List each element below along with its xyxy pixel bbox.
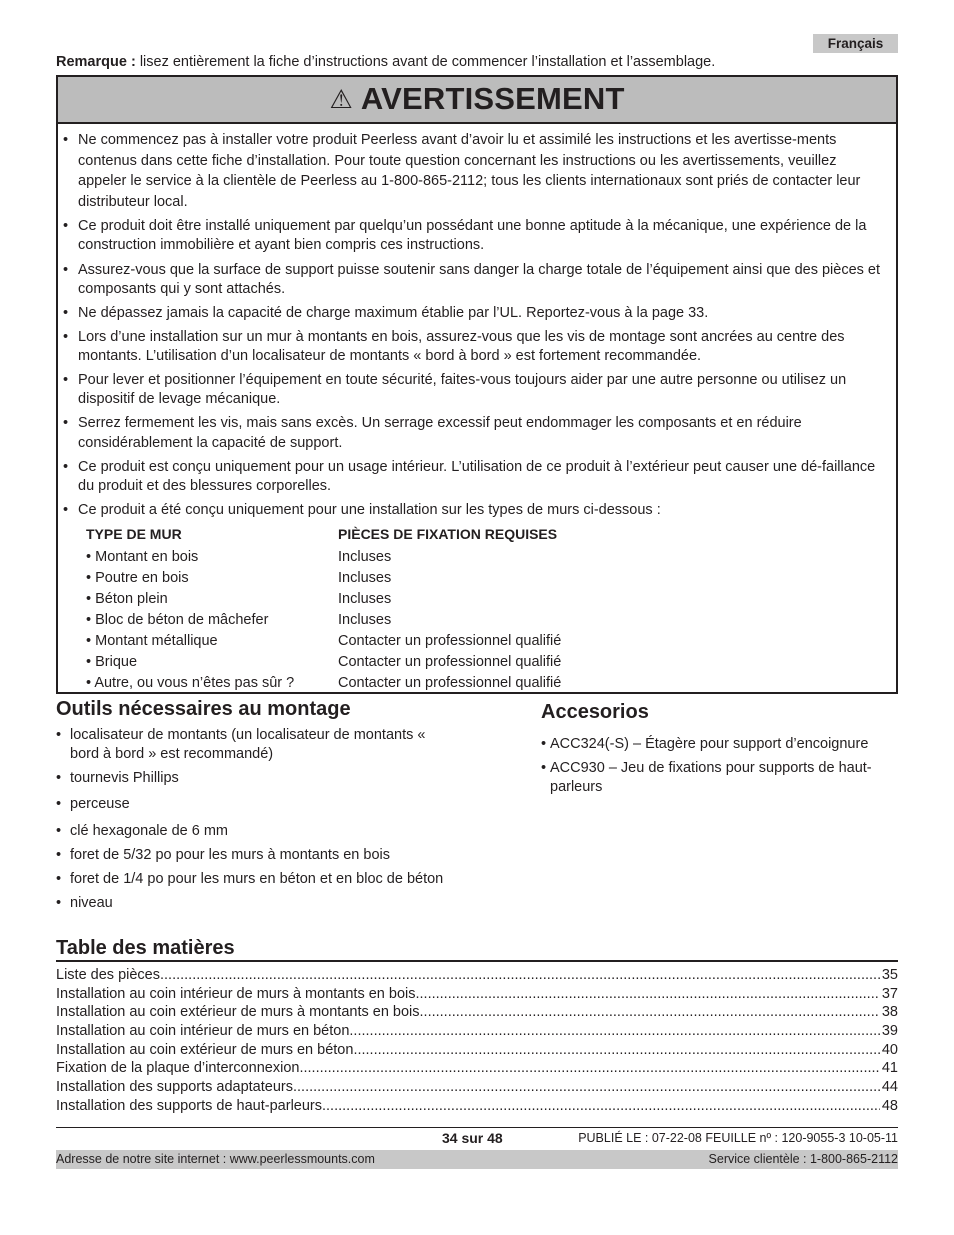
toc-entry[interactable] xyxy=(56,1097,898,1116)
hardware-header: PIÈCES DE FIXATION REQUISES xyxy=(338,526,558,543)
wall-table-row xyxy=(58,568,896,589)
hardware-cell: Incluses xyxy=(338,549,392,566)
hardware-cell: Contacter un professionnel qualifié xyxy=(338,675,562,692)
toc-entry-title: Fixation de la plaque d’interconnexion xyxy=(56,1060,300,1077)
wall-table-row xyxy=(58,547,896,568)
wall-type-cell: • Montant en bois xyxy=(86,549,199,566)
warning-list xyxy=(58,124,896,520)
wall-type: Poutre en bois xyxy=(95,570,189,587)
wall-type: Montant en bois xyxy=(95,549,199,566)
toc-entry-title: Installation des supports adaptateurs xyxy=(56,1079,293,1096)
wall-table-row xyxy=(58,610,896,631)
wall-table-row xyxy=(58,631,896,652)
warning-item: • Serrez fermement les vis, mais sans excès. Un serrage excessif peut endommager les composants et en réduire considérablement la capacité de support. xyxy=(58,414,896,452)
toc-entry[interactable] xyxy=(56,1041,898,1060)
hardware-cell: Incluses xyxy=(338,591,392,608)
warning-item: • Ne commencez pas à installer votre produit Peerless avant d’avoir lu et assimilé les instructions et les avertisse-ments contenus dans cette fiche d’installation. Pour toute question concernant les instructions ou les avertissements, veuillez appeler le service à la clientèle de Peerless au 1-800-865-2112; tous les clients internationaux sont priés de contacter leur distributeur local. xyxy=(58,130,896,212)
tool-item: • foret de 5/32 po pour les murs à montants en bois xyxy=(56,846,456,865)
customer-service-text: Service clientèle : 1-800-865-2112 xyxy=(708,1152,898,1166)
remark-line xyxy=(56,53,715,72)
footer-divider xyxy=(56,1127,898,1128)
accessory-item: • ACC930 – Jeu de fixations pour supports de haut-parleurs xyxy=(541,759,901,797)
toc-entry[interactable] xyxy=(56,985,898,1004)
remark-label: Remarque : xyxy=(56,54,136,70)
warning-box xyxy=(56,75,898,694)
toc-entry[interactable] xyxy=(56,1022,898,1041)
toc-entry-page: 39 xyxy=(881,1023,898,1040)
toc-entry-page: 35 xyxy=(881,967,898,983)
page-number: 34 sur 48 xyxy=(442,1130,503,1146)
toc-entry[interactable] xyxy=(56,1078,898,1097)
toc-entry-title: Installation au coin intérieur de murs en béton xyxy=(56,1023,350,1040)
wall-type: Béton plein xyxy=(95,591,168,608)
toc-entry-title: Installation des supports de haut-parleurs xyxy=(56,1097,322,1114)
toc-entry-page: 37 xyxy=(881,985,898,1002)
footer-bar xyxy=(56,1150,898,1169)
wall-table-row xyxy=(58,673,896,694)
toc-entry-title: Installation au coin extérieur de murs à montants en bois xyxy=(56,1004,420,1021)
wall-table-header xyxy=(58,522,896,546)
wall-type-table xyxy=(58,522,896,694)
tool-item: • foret de 1/4 po pour les murs en béton et en bloc de béton xyxy=(56,870,450,889)
wall-type-header: TYPE DE MUR xyxy=(86,526,182,543)
warning-item: • Ce produit a été conçu uniquement pour une installation sur les types de murs ci-dessous : xyxy=(58,501,896,520)
wall-type: Bloc de béton de mâchefer xyxy=(95,612,269,629)
accessories-title: Accesorios xyxy=(541,701,649,723)
wall-type-cell: • Montant métallique xyxy=(86,633,218,650)
hardware-cell: Contacter un professionnel qualifié xyxy=(338,633,562,650)
warning-item: • Ne dépassez jamais la capacité de charge maximum établie par l’UL. Reportez-vous à la page 33. xyxy=(58,304,896,323)
publication-info: PUBLIÉ LE : 07-22-08 FEUILLE nº : 120-9055-3 10-05-11 xyxy=(578,1131,898,1145)
toc-entry[interactable] xyxy=(56,966,898,985)
warning-item: • Lors d’une installation sur un mur à montants en bois, assurez-vous que les vis de montage sont ancrées au centre des montants. L’utilisation d’un localisateur de montants « bord à bord » est fortement recommandée. xyxy=(58,328,896,366)
wall-type-cell: • Bloc de béton de mâchefer xyxy=(86,612,269,629)
warning-triangle-icon: ⚠ xyxy=(329,84,353,115)
toc-entry-page: 48 xyxy=(881,1097,898,1114)
language-badge: Français xyxy=(813,34,898,53)
tools-title: Outils nécessaires au montage xyxy=(56,698,351,720)
tool-item: • clé hexagonale de 6 mm xyxy=(56,822,456,841)
hardware-cell: Incluses xyxy=(338,612,392,629)
hardware-cell: Contacter un professionnel qualifié xyxy=(338,654,562,671)
wall-type: Autre, ou vous n’êtes pas sûr ? xyxy=(94,675,295,692)
toc-entry-title: Installation au coin extérieur de murs en béton xyxy=(56,1041,354,1058)
tools-list xyxy=(56,726,456,918)
warning-item: • Assurez-vous que la surface de support puisse soutenir sans danger la charge totale de l’équipement ainsi que des pièces et composants qui y sont attachés. xyxy=(58,261,896,299)
toc-entry-page: 44 xyxy=(881,1079,898,1096)
toc-entry-page: 38 xyxy=(881,1004,898,1021)
toc-entry[interactable] xyxy=(56,1059,898,1078)
toc-entry-title: Installation au coin intérieur de murs à montants en bois xyxy=(56,985,416,1002)
accessory-item: • ACC324(-S) – Étagère pour support d’encoignure xyxy=(541,735,901,754)
hardware-cell: Incluses xyxy=(338,570,392,587)
warning-header xyxy=(58,77,896,124)
wall-table-row xyxy=(58,652,896,673)
wall-table-row xyxy=(58,589,896,610)
wall-type: Brique xyxy=(95,654,138,671)
toc-entry-page: 41 xyxy=(881,1060,898,1077)
wall-type-cell: • Béton plein xyxy=(86,591,168,608)
table-of-contents xyxy=(56,966,898,1116)
tool-item: • tournevis Phillips xyxy=(56,769,456,788)
wall-type-cell: • Autre, ou vous n’êtes pas sûr ? xyxy=(86,675,295,692)
accessories-list xyxy=(541,735,901,802)
wall-type-cell: • Poutre en bois xyxy=(86,570,189,587)
website-text: Adresse de notre site internet : www.peerlessmounts.com xyxy=(56,1152,375,1166)
remark-text: lisez entièrement la fiche d’instructions avant de commencer l’installation et l’assemblage. xyxy=(139,54,716,70)
warning-item: • Ce produit est conçu uniquement pour un usage intérieur. L’utilisation de ce produit à l’extérieur peut causer une dé-faillance du produit et des blessures corporelles. xyxy=(58,458,896,496)
tool-item: • localisateur de montants (un localisateur de montants « bord à bord » est recommandé) xyxy=(56,726,456,764)
wall-type: Montant métallique xyxy=(95,633,218,650)
warning-item: • Ce produit doit être installé uniquement par quelqu’un possédant une bonne aptitude à la mécanique, une expérience de la construction immobilière et ayant bien compris ces instructions. xyxy=(58,217,896,255)
toc-entry-title: Liste des pièces xyxy=(56,967,160,983)
toc-entry-page: 40 xyxy=(881,1041,898,1058)
wall-type-cell: • Brique xyxy=(86,654,138,671)
tool-item: • niveau xyxy=(56,894,456,913)
tool-item: • perceuse xyxy=(56,795,456,814)
warning-item: • Pour lever et positionner l’équipement en toute sécurité, faites-vous toujours aider par une autre personne ou utilisez un dispositif de levage mécanique. xyxy=(58,371,896,409)
warning-title: AVERTISSEMENT xyxy=(360,81,625,117)
toc-title: Table des matières xyxy=(56,936,898,962)
toc-entry[interactable] xyxy=(56,1003,898,1022)
